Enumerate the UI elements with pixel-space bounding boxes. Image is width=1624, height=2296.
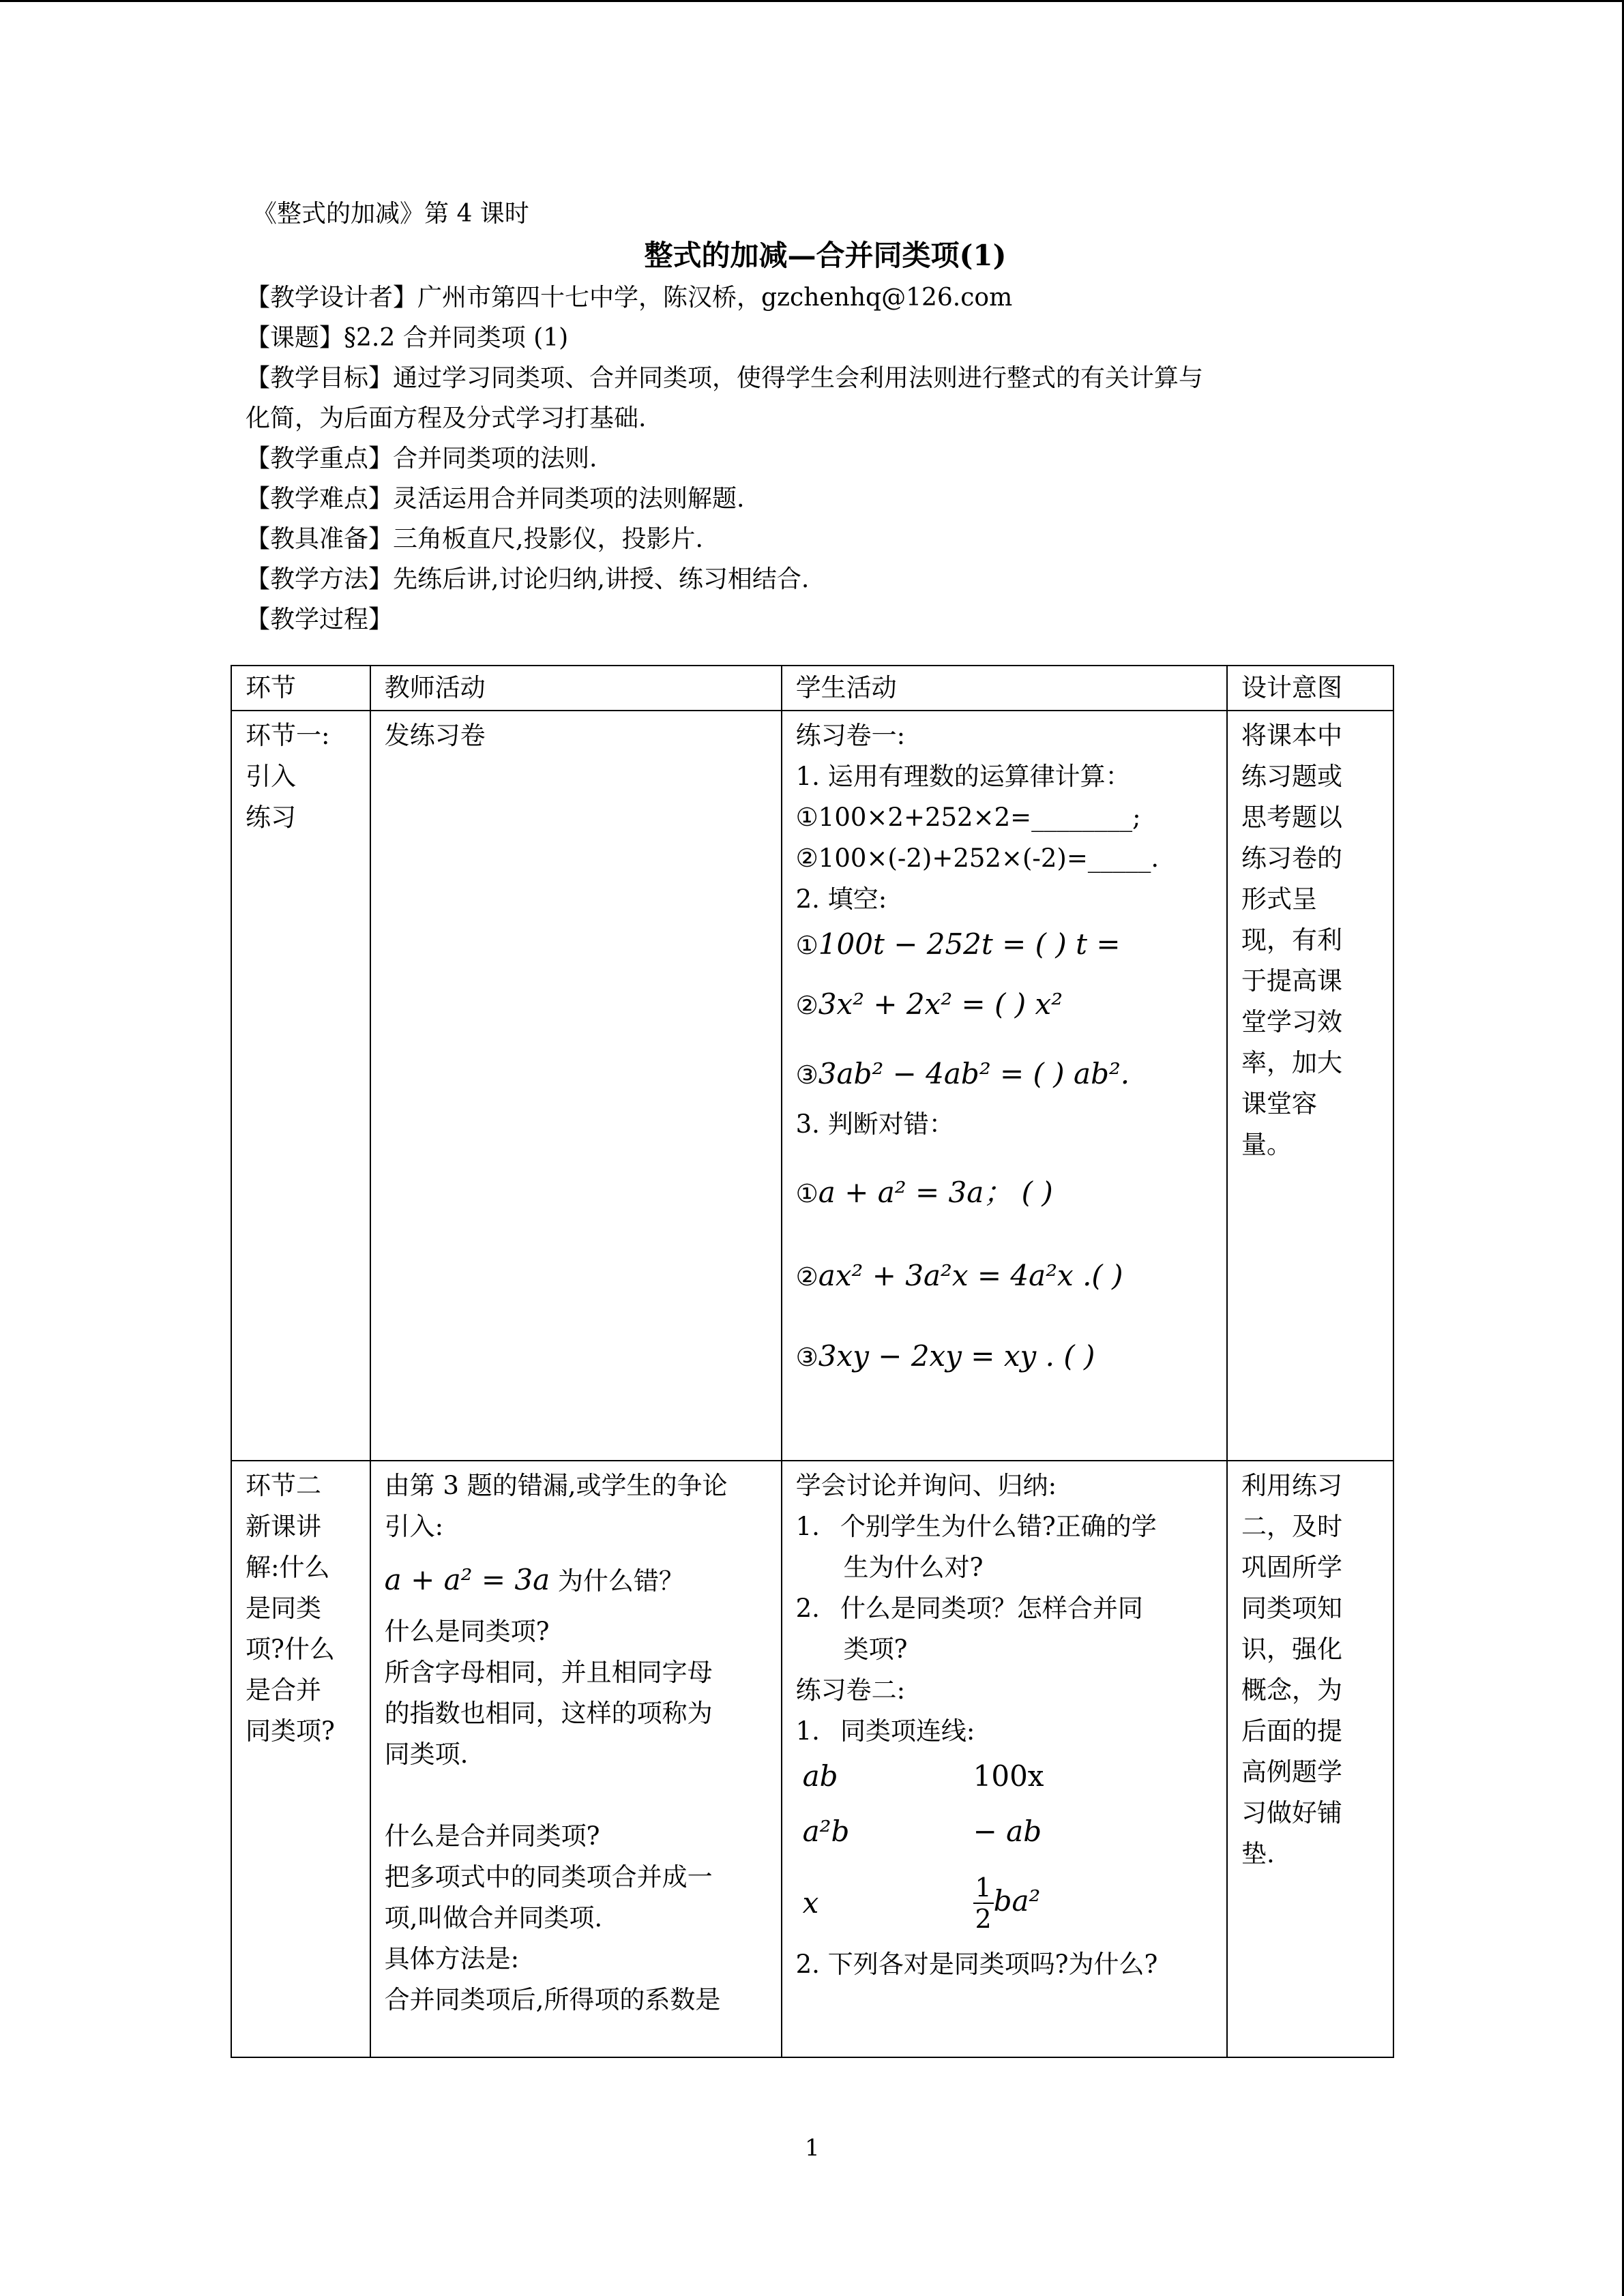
- intent-cell: 将课本中 练习题或 思考题以 练习卷的 形式呈 现，有利 于提高课 堂学习效 率，加大 课堂容 量。: [1227, 711, 1393, 1461]
- meta-tools: 【教具准备】三角板直尺,投影仪，投影片.: [246, 525, 703, 553]
- header-teacher: 教师活动: [370, 666, 782, 711]
- page-title: 整式的加减—合并同类项(1): [644, 239, 1007, 272]
- page-number: 1: [805, 2134, 820, 2162]
- meta-goal-cont: 化简，为后面方程及分式学习打基础.: [246, 404, 647, 432]
- match-row: x $\frac{1}{2}$ ba²: [802, 1873, 1041, 1934]
- stage-cell: 环节一: 引入 练习: [231, 711, 370, 1461]
- meta-difficulty: 【教学难点】灵活运用合并同类项的法则解题.: [246, 485, 745, 513]
- stage-cell: 环节二 新课讲 解:什么 是同类 项?什么 是合并 同类项?: [231, 1461, 370, 2057]
- meta-block: [246, 278, 1391, 640]
- table-header-row: [231, 666, 1393, 711]
- course-line: 《整式的加减》第 4 课时: [252, 200, 529, 228]
- match-row: ab 100x: [802, 1759, 1044, 1793]
- page-border-top: [0, 0, 1624, 2]
- header-student: 学生活动: [782, 666, 1227, 711]
- table-row: [231, 1461, 1393, 2057]
- student-cell: 学会讨论并询问、归纳: 1. 个别学生为什么错?正确的学 生为什么对? 2. 什么是同类项？怎样合并同 类项? 练习卷二: 1. 同类项连线: ab 100x a²b − ab x $\frac{1}{2}$ ba² 2. 下列各对是同类项吗?为什么?: [782, 1461, 1227, 2057]
- fraction: $\frac{1}{2}$: [973, 1873, 994, 1934]
- meta-process: 【教学过程】: [246, 606, 394, 633]
- intent-cell: 利用练习 二，及时 巩固所学 同类项知 识，强化 概念，为 后面的提 高例题学 习做好铺 垫.: [1227, 1461, 1393, 2057]
- teacher-cell: 由第 3 题的错漏,或学生的争论 引入: a + a² = 3a 为什么错？ 什么是同类项? 所含字母相同，并且相同字母 的指数也相同，这样的项称为 同类项. 什么是合并同类项? 把多项式中的同类项合并成一 项,叫做合并同类项. 具体方法是: 合并同类项后,所得项的系数是: [370, 1461, 782, 2057]
- meta-key-point: 【教学重点】合并同类项的法则.: [246, 445, 597, 473]
- student-cell: 练习卷一: 1. 运用有理数的运算律计算： ①100×2+252×2=________; ②100×(-2)+252×(-2)=_____. 2. 填空: ①100t − 252t = ( ) t = ②3x² + 2x² = ( ) x² ③3ab² − 4ab² = ( ) ab². 3. 判断对错： ①a + a² = 3a； ( ) ②ax² + 3a²x = 4a²x .( ) ③3xy − 2xy = xy . ( ): [782, 711, 1227, 1461]
- meta-designer: 【教学设计者】广州市第四十七中学，陈汉桥，gzchenhq@126.com: [246, 284, 1013, 312]
- meta-goal: 【教学目标】通过学习同类项、合并同类项，使得学生会利用法则进行整式的有关计算与: [246, 364, 1204, 392]
- match-row: a²b − ab: [802, 1815, 1042, 1848]
- meta-method: 【教学方法】先练后讲,讨论归纳,讲授、练习相结合.: [246, 565, 810, 593]
- document-header: [246, 194, 1391, 640]
- meta-topic: 【课题】§2.2 合并同类项 (1): [246, 324, 569, 352]
- teacher-cell: 发练习卷: [370, 711, 782, 1461]
- header-intent: 设计意图: [1227, 666, 1393, 711]
- header-stage: 环节: [231, 666, 370, 711]
- process-table: [231, 665, 1394, 2058]
- table-row: [231, 711, 1393, 1461]
